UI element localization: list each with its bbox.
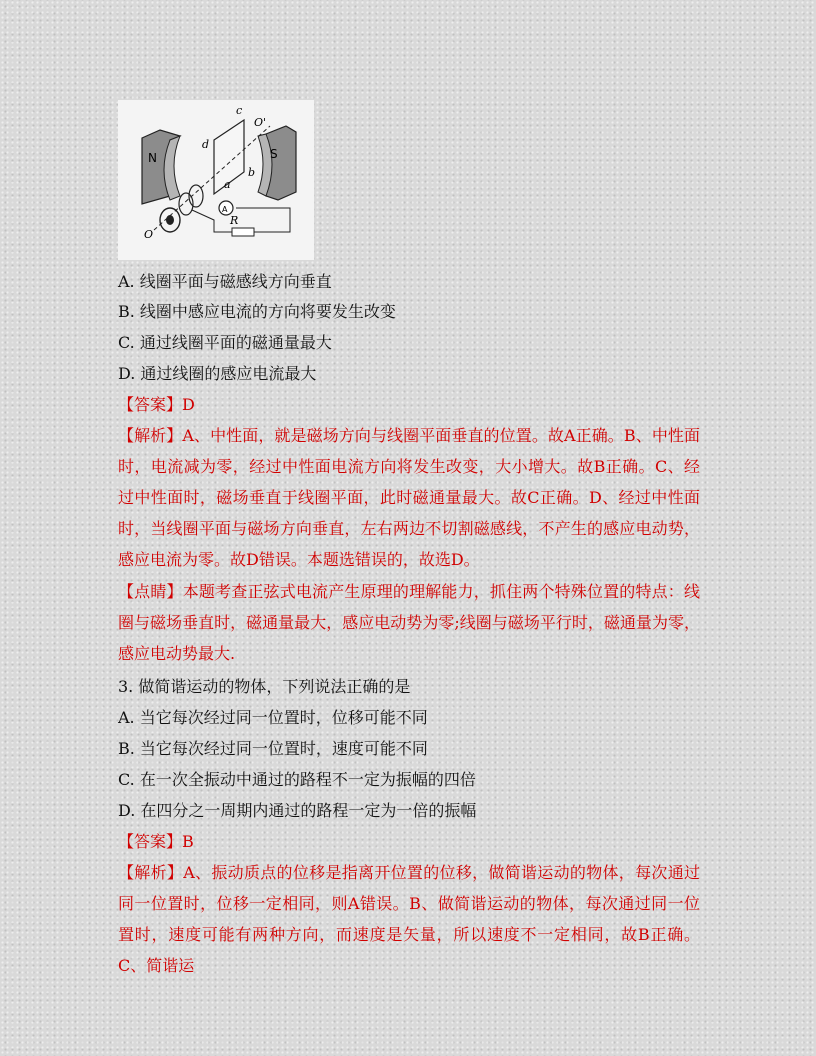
q3-answer xyxy=(118,832,194,852)
comment-tag: 【点睛】 xyxy=(118,582,183,601)
label-o: O xyxy=(144,228,154,241)
generator-diagram-svg xyxy=(118,100,314,260)
q2-comment xyxy=(118,576,700,669)
answer-value: D xyxy=(182,395,195,414)
q3-option-a: A. 当它每次经过同一位置时，位移可能不同 xyxy=(118,708,428,727)
comment-text: 本题考查正弦式电流产生原理的理解能力，抓住两个特殊位置的特点：线圈与磁场垂直时，磁通量最大，感应电动势为零;线圈与磁场平行时，磁通量为零，感应电动势最大. xyxy=(118,582,700,663)
q3-option-c: C. 在一次全振动中通过的路程不一定为振幅的四倍 xyxy=(118,770,476,789)
resistor xyxy=(232,228,254,236)
q3-option-d: D. 在四分之一周期内通过的路程一定为一倍的振幅 xyxy=(118,801,477,820)
analysis-tag: 【解析】 xyxy=(118,426,183,445)
q2-option-a: A. 线圈平面与磁感线方向垂直 xyxy=(118,272,332,291)
analysis-text: A、振动质点的位移是指离开位置的位移，做简谐运动的物体，每次通过同一位置时，位移一定相同，则A错误。B、做简谐运动的物体，每次通过同一位置时，速度可能有两种方向，而速度是矢量，所以速度不一定相同，故B正确。C、简谐运 xyxy=(118,863,700,975)
label-b: b xyxy=(248,166,256,179)
analysis-text: A、中性面，就是磁场方向与线圈平面垂直的位置。故A正确。B、中性面时，电流减为零，经过中性面电流方向将发生改变，大小增大。故B正确。C、经过中性面时，磁场垂直于线圈平面，此时磁通量最大。故C正确。D、经过中性面时，当线圈平面与磁场方向垂直，左右两边不切割磁感线，不产生的感应电动势，感应电流为零。故D错误。本题选错误的，故选D。 xyxy=(118,426,700,569)
q3-option-b: B. 当它每次经过同一位置时，速度可能不同 xyxy=(118,739,428,758)
generator-diagram xyxy=(118,100,314,260)
label-o-prime: O' xyxy=(254,116,267,129)
label-n: N xyxy=(148,151,157,165)
label-s: S xyxy=(270,147,278,161)
label-c: c xyxy=(236,104,243,117)
q3-analysis xyxy=(118,857,700,981)
pulley-hub xyxy=(166,215,174,225)
label-d: d xyxy=(202,138,210,151)
label-a: a xyxy=(224,178,231,191)
analysis-tag: 【解析】 xyxy=(118,863,184,882)
q2-answer xyxy=(118,395,195,415)
q3-stem: 3. 做简谐运动的物体，下列说法正确的是 xyxy=(118,677,411,696)
q2-option-d: D. 通过线圈的感应电流最大 xyxy=(118,364,317,383)
answer-value: B xyxy=(182,832,194,851)
q2-option-c: C. 通过线圈平面的磁通量最大 xyxy=(118,333,332,352)
q2-analysis xyxy=(118,420,700,575)
answer-tag: 【答案】 xyxy=(118,832,183,851)
label-ammeter: A xyxy=(222,205,228,214)
q2-option-b: B. 线圈中感应电流的方向将要发生改变 xyxy=(118,302,396,321)
answer-tag: 【答案】 xyxy=(118,395,183,414)
label-r: R xyxy=(230,214,239,227)
